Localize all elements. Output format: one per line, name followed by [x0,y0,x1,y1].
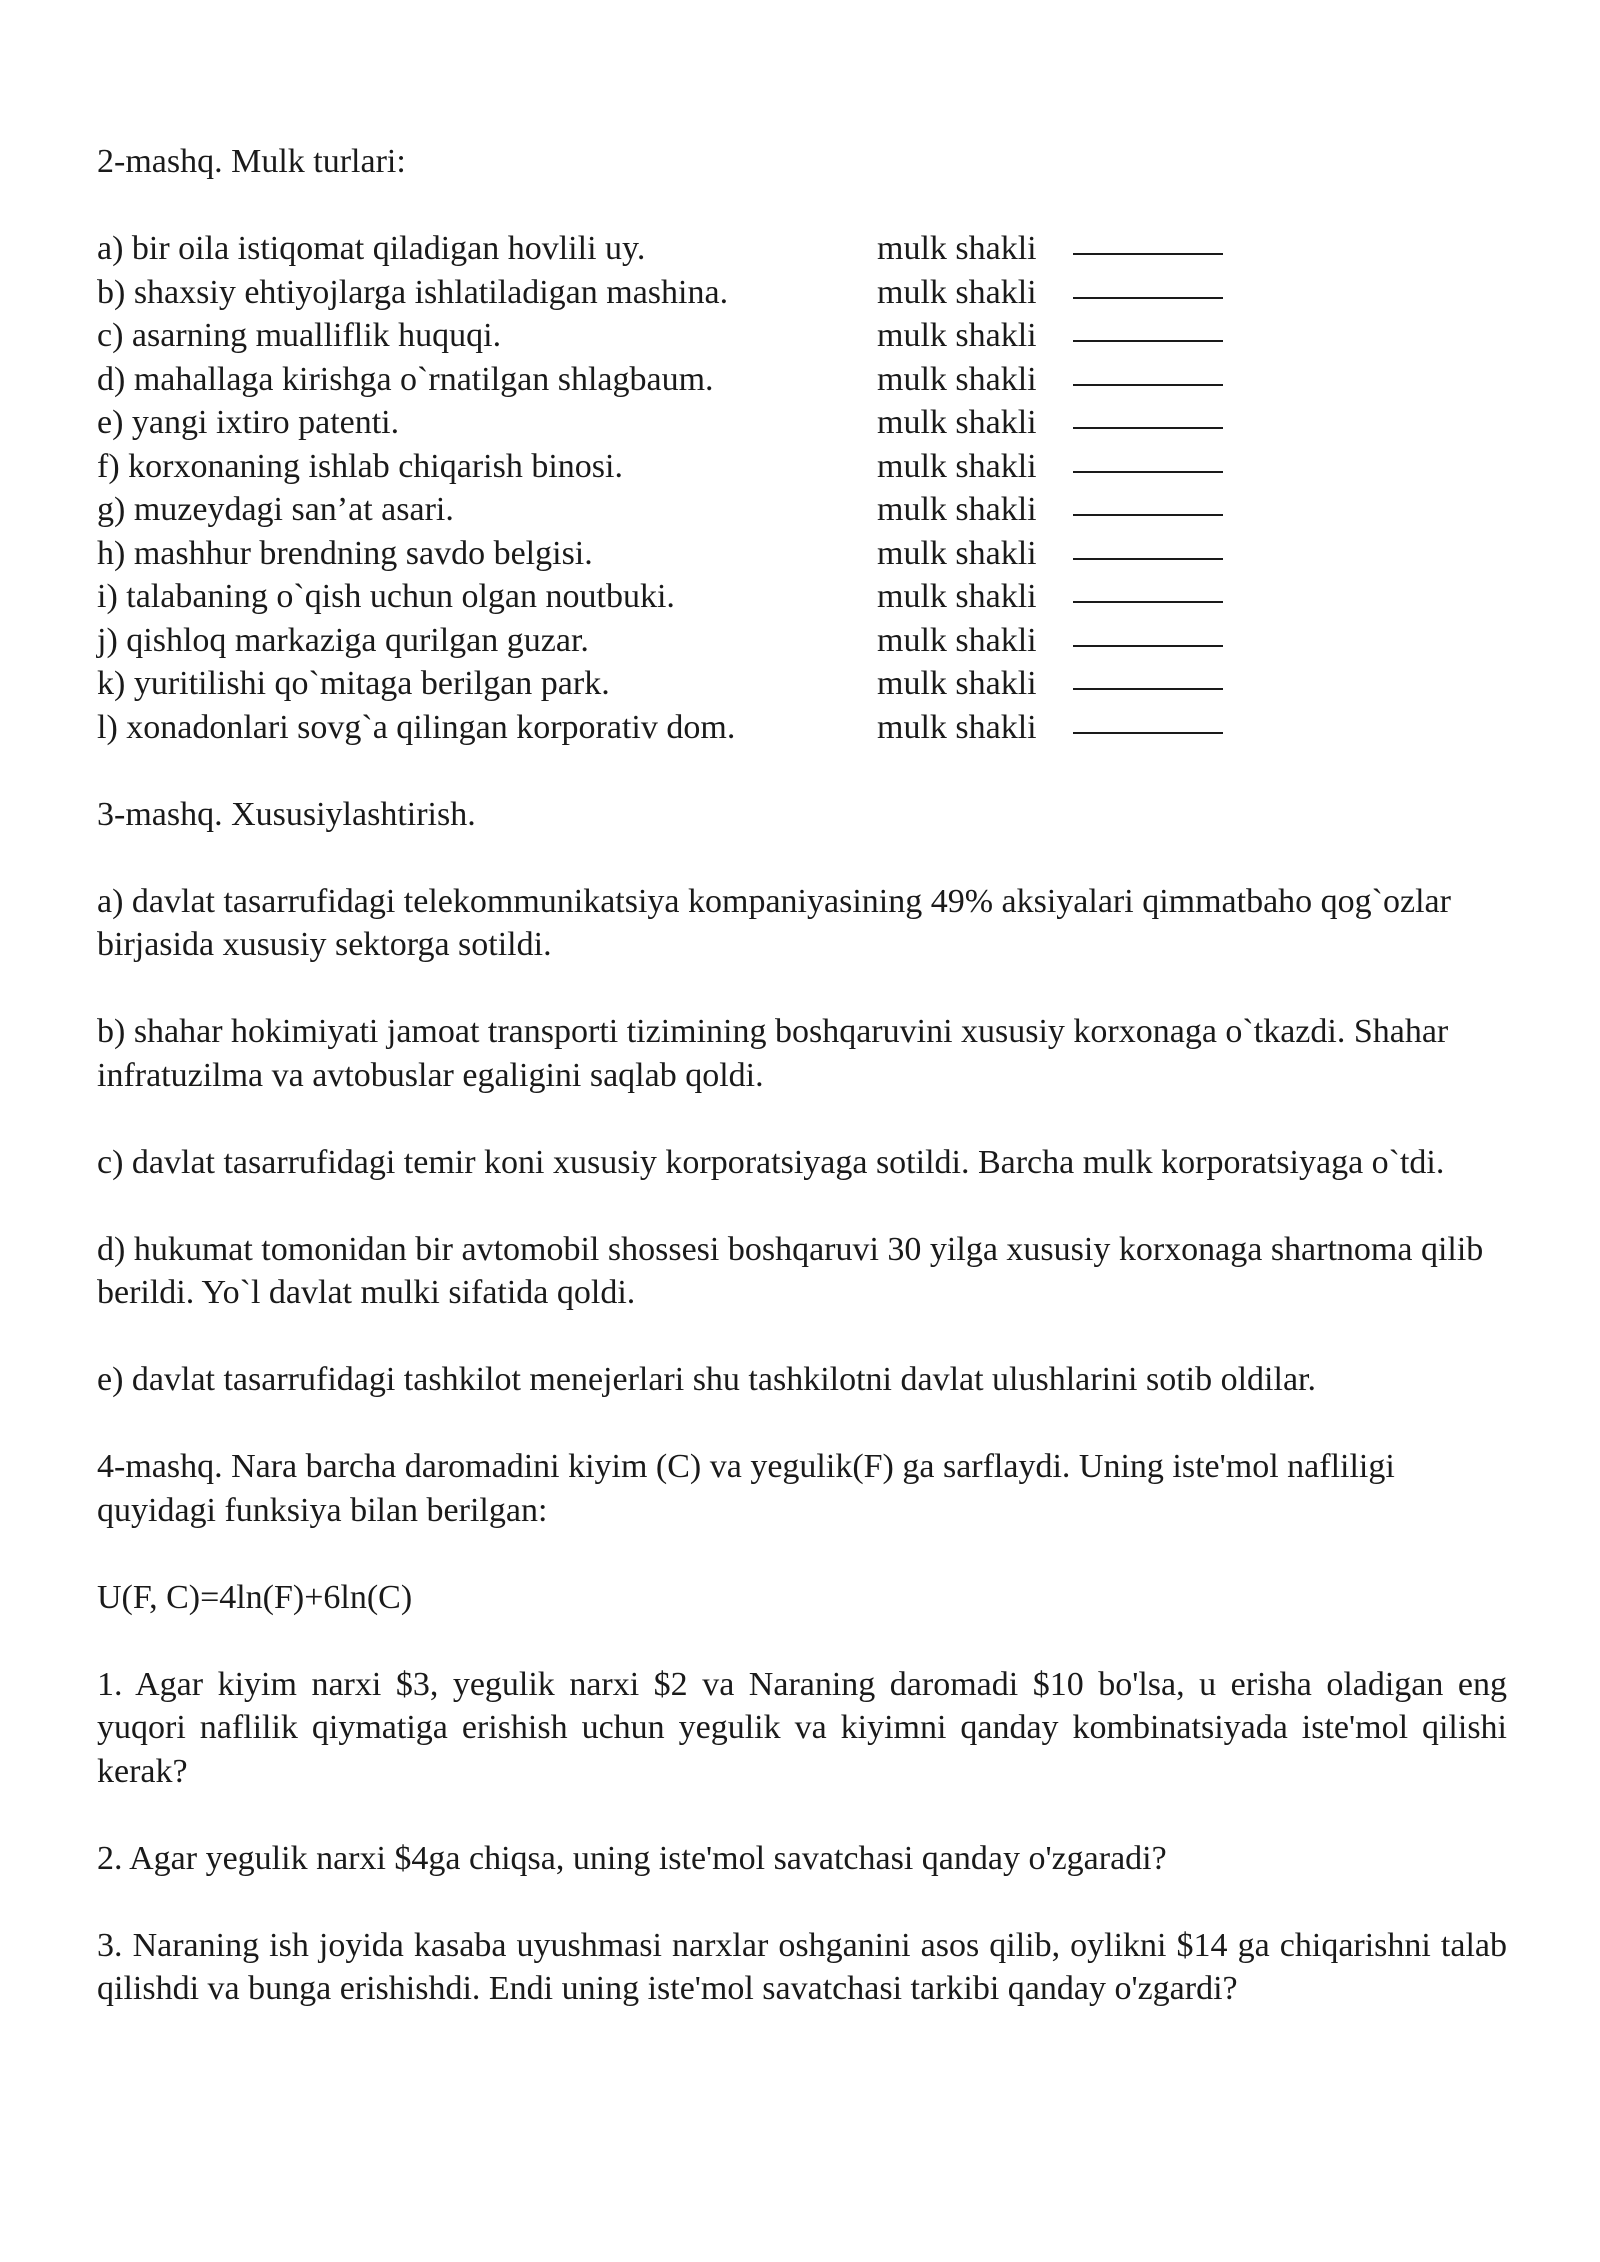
exercise-3-item-d: d) hukumat tomonidan bir avtomobil shossesi boshqaruvi 30 yilga xususiy korxonaga shartnoma qilib berildi. Yo`l davlat mulki sifatida qoldi. [97,1230,1484,1311]
field-label: mulk shakli [877,708,1037,746]
list-item [97,271,1507,315]
field-label: mulk shakli [877,621,1037,659]
field-label: mulk shakli [877,491,1037,528]
field-label: mulk shakli [877,317,1037,354]
list-item [97,358,1507,402]
answer-blank[interactable] [1073,470,1223,473]
exercise-3-item-b: b) shahar hokimiyati jamoat transporti tizimining boshqaruvini xususiy korxonaga o`tkazdi. Shahar infratuzilma va avtobuslar egaligini saqlab qoldi. [97,1013,1449,1094]
exercise-3-item-e: e) davlat tasarrufidagi tashkilot menejerlari shu tashkilotni davlat ulushlarini sotib oldilar. [97,1361,1316,1398]
item-text: g) muzeydagi san’at asari. [97,491,454,528]
item-text: c) asarning mualliflik huquqi. [97,317,502,354]
list-item [97,575,1507,619]
field-label: mulk shakli [877,578,1037,615]
field-label: mulk shakli [877,665,1037,702]
answer-blank[interactable] [1073,644,1223,647]
item-text: l) xonadonlari sovg`a qilingan korporativ dom. [97,708,736,746]
document-page [97,140,1507,2011]
exercise-3-title: 3-mashq. Xususiylashtirish. [97,795,476,833]
item-text: i) talabaning o`qish uchun olgan noutbuki. [97,578,675,615]
list-item [97,227,1507,271]
list-item [97,619,1507,663]
item-text: e) yangi ixtiro patenti. [97,404,400,441]
field-label: mulk shakli [877,534,1037,572]
question-1: 1. Agar kiyim narxi $3, yegulik narxi $2 va Naraning daromadi $10 bo'lsa, u erisha oladigan eng yuqori naflilik qiymatiga erishish uchun yegulik va kiyimni qanday kombinatsiyada iste'mol qilishi kerak? [97,1665,1507,1790]
item-text: h) mashhur brendning savdo belgisi. [97,534,593,572]
item-text: b) shaxsiy ehtiyojlarga ishlatiladigan mashina. [97,273,729,311]
field-label: mulk shakli [877,360,1037,398]
item-text: f) korxonaning ishlab chiqarish binosi. [97,447,623,485]
answer-blank[interactable] [1073,557,1223,560]
exercise-3-item-a: a) davlat tasarrufidagi telekommunikatsiya kompaniyasining 49% aksiyalari qimmatbaho qog`ozlar birjasida xususiy sektorga sotildi. [97,882,1451,963]
answer-blank[interactable] [1073,600,1223,603]
answer-blank[interactable] [1073,383,1223,386]
answer-blank[interactable] [1073,687,1223,690]
list-item [97,401,1507,445]
answer-blank[interactable] [1073,513,1223,516]
answer-blank[interactable] [1073,296,1223,299]
field-label: mulk shakli [877,447,1037,485]
list-item [97,314,1507,358]
exercise-2-list [97,227,1507,749]
item-text: j) qishloq markaziga qurilgan guzar. [97,621,589,659]
exercise-3-item-c: c) davlat tasarrufidagi temir koni xususiy korporatsiyaga sotildi. Barcha mulk korporatsiyaga o`tdi. [97,1143,1445,1181]
answer-blank[interactable] [1073,339,1223,342]
field-label: mulk shakli [877,230,1037,267]
utility-formula: U(F, C)=4ln(F)+6ln(C) [97,1578,413,1616]
answer-blank[interactable] [1073,731,1223,734]
answer-blank[interactable] [1073,426,1223,429]
list-item [97,532,1507,576]
exercise-4-intro: 4-mashq. Nara barcha daromadini kiyim (C) va yegulik(F) ga sarflaydi. Uning iste'mol nafliligi quyidagi funksiya bilan berilgan: [97,1448,1395,1529]
item-text: a) bir oila istiqomat qiladigan hovlili uy. [97,230,646,267]
list-item [97,706,1507,750]
item-text: k) yuritilishi qo`mitaga berilgan park. [97,665,610,702]
item-text: d) mahallaga kirishga o`rnatilgan shlagbaum. [97,360,714,398]
list-item [97,488,1507,532]
list-item [97,662,1507,706]
question-2: 2. Agar yegulik narxi $4ga chiqsa, uning iste'mol savatchasi qanday o'zgaradi? [97,1839,1167,1877]
field-label: mulk shakli [877,273,1037,311]
list-item [97,445,1507,489]
answer-blank[interactable] [1073,252,1223,255]
exercise-2-title: 2-mashq. Mulk turlari: [97,143,406,180]
field-label: mulk shakli [877,404,1037,441]
question-3: 3. Naraning ish joyida kasaba uyushmasi narxlar oshganini asos qilib, oylikni $14 ga chiqarishni talab qilishdi va bunga erishishdi. Endi uning iste'mol savatchasi tarkibi qanday o'zgardi? [97,1926,1507,2007]
